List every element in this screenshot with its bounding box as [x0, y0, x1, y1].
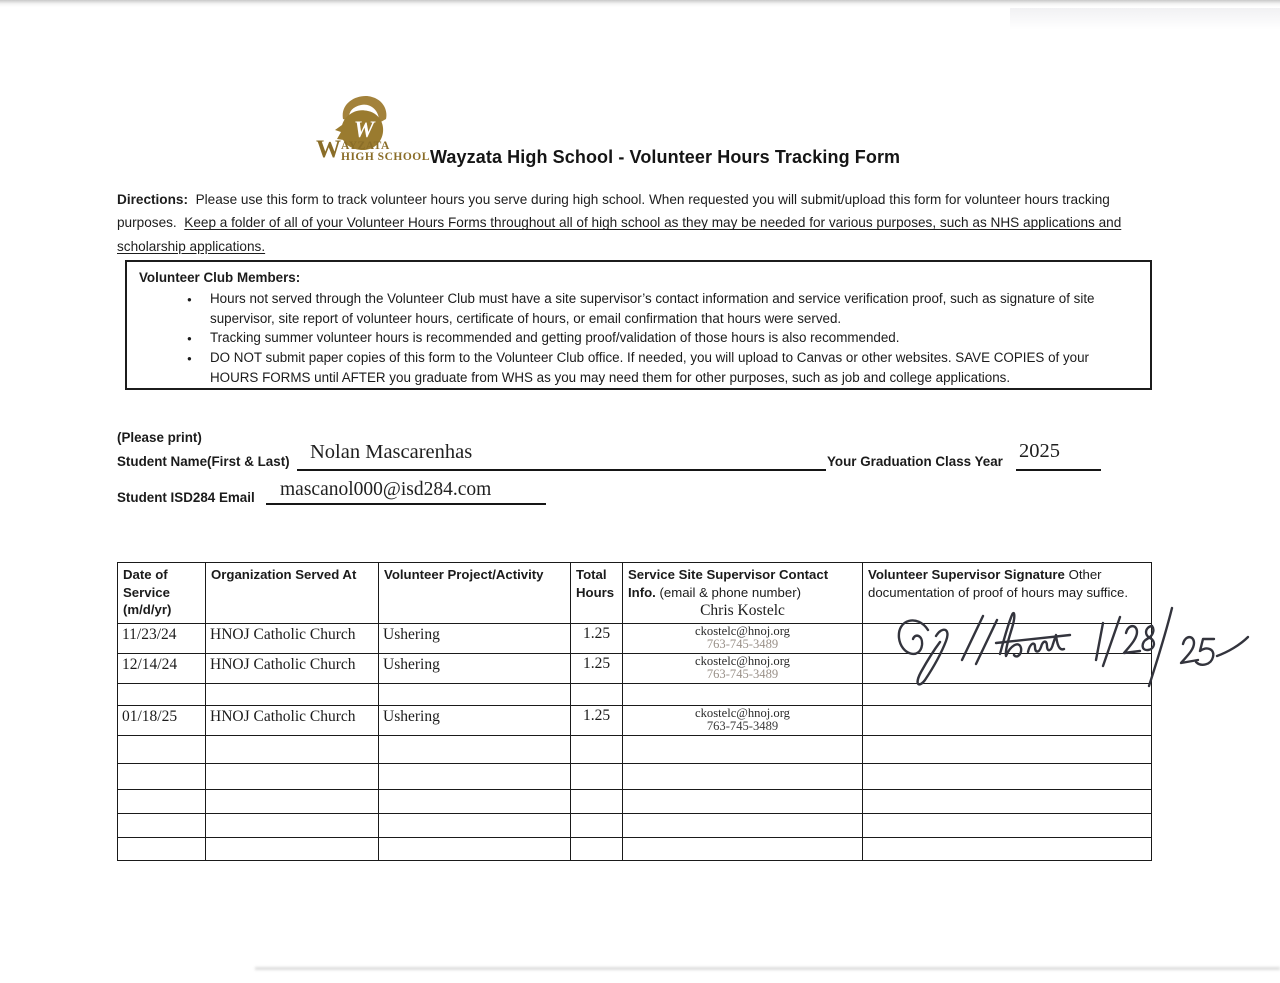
header-date-of-service: Date of Service (m/d/yr) [118, 563, 206, 624]
cell-date: 12/14/24 [118, 653, 206, 683]
header-signature-normal: Other documentation of proof of hours may suffice. [868, 567, 1128, 600]
cell-organization [206, 789, 379, 813]
hours-table-row [118, 837, 1152, 860]
cell-organization [206, 763, 379, 789]
cell-signature [863, 683, 1152, 705]
cell-hours [571, 837, 623, 860]
cell-organization [206, 813, 379, 837]
header-total-hours: Total Hours [571, 563, 623, 624]
cell-hours: 1.25 [571, 705, 623, 735]
cell-signature [863, 653, 1152, 683]
cell-signature [863, 789, 1152, 813]
cell-signature [863, 735, 1152, 763]
wayzata-high-school-wordmark [316, 138, 430, 163]
cell-signature [863, 623, 1152, 653]
wordmark-big-w: W [316, 136, 341, 163]
hours-table-row [118, 623, 1152, 653]
club-box-bullet: ● Tracking summer volunteer hours is recommended and getting proof/validation of those hours is also recommended. [187, 328, 1138, 348]
cell-contact [623, 705, 863, 735]
cell-activity [379, 789, 571, 813]
student-name-label: Student Name(First & Last) [117, 454, 290, 469]
directions-text: Please use this form to track volunteer hours you serve during high school. When requested you will submit/upload this form for volunteer hours tracking purposes. [117, 192, 1110, 231]
student-email-label: Student ISD284 Email [117, 490, 255, 505]
cell-organization [206, 837, 379, 860]
header-signature-bold: Volunteer Supervisor Signature [868, 567, 1065, 582]
please-print-note: (Please print) [117, 430, 202, 445]
cell-hours [571, 763, 623, 789]
club-box-bullet: ● Hours not served through the Volunteer Club must have a site supervisor’s contact information and service verification proof, such as signature of site supervisor, site report of volunteer hours, certificate of hours, or email confirmation that hours were served. [187, 289, 1138, 329]
cell-hours [571, 789, 623, 813]
wordmark-high-school: HIGH SCHOOL [341, 151, 430, 163]
directions-underlined-text: Keep a folder of all of your Volunteer Hours Forms throughout all of high school as they may be needed for various purposes, such as NHS applications and scholarship applications. [117, 215, 1122, 254]
cell-activity [379, 683, 571, 705]
cell-activity: Ushering [379, 653, 571, 683]
hours-table-body [118, 623, 1152, 860]
cell-date [118, 735, 206, 763]
cell-activity [379, 837, 571, 860]
cell-organization [206, 683, 379, 705]
cell-contact [623, 789, 863, 813]
cell-signature [863, 837, 1152, 860]
club-box-bullet-list [187, 289, 1138, 388]
cell-hours [571, 735, 623, 763]
cell-date [118, 789, 206, 813]
volunteer-club-members-box [125, 260, 1152, 390]
grad-year-value: 2025 [1019, 440, 1060, 462]
grad-year-label: Your Graduation Class Year [827, 454, 1003, 469]
cell-signature [863, 705, 1152, 735]
cell-contact-phone: 763-745-3489 [706, 637, 779, 651]
scan-shadow-top-right [1010, 8, 1280, 30]
cell-contact [623, 653, 863, 683]
student-name-value: Nolan Mascarenhas [310, 441, 473, 463]
header-supervisor-signature [863, 563, 1152, 624]
student-email-value: mascanol000@isd284.com [280, 479, 492, 500]
cell-contact [623, 735, 863, 763]
header-contact-bold: Service Site Supervisor Contact Info. [628, 567, 829, 600]
scan-edge-top [0, 0, 1280, 7]
header-contact-normal: (email & phone number) [659, 584, 801, 600]
cell-activity [379, 763, 571, 789]
header-supervisor-contact [623, 563, 863, 624]
wordmark-ayzata: AYZATA [341, 140, 390, 152]
page-title: Wayzata High School - Volunteer Hours Tracking Form [430, 147, 901, 167]
cell-contact-email: ckostelc@hnoj.org [695, 705, 790, 720]
header-activity: Volunteer Project/Activity [379, 563, 571, 624]
hours-table-row [118, 789, 1152, 813]
cell-date [118, 763, 206, 789]
hours-table-row [118, 705, 1152, 735]
cell-contact [623, 763, 863, 789]
cell-activity: Ushering [379, 623, 571, 653]
cell-contact [623, 683, 863, 705]
club-box-heading: Volunteer Club Members: [139, 270, 301, 285]
cell-activity [379, 735, 571, 763]
cell-contact [623, 837, 863, 860]
cell-date [118, 813, 206, 837]
hours-table-row [118, 763, 1152, 789]
cell-organization: HNOJ Catholic Church [206, 623, 379, 653]
cell-date: 11/23/24 [118, 623, 206, 653]
directions-label: Directions: [117, 192, 189, 207]
cell-organization [206, 735, 379, 763]
club-box-bullet: ● DO NOT submit paper copies of this form to the Volunteer Club office. If needed, you will upload to Canvas or other websites. SAVE COPIES of your HOURS FORMS until AFTER you graduate from WHS as you may need them for other purposes, such as job and college applications. [187, 348, 1138, 388]
cell-signature [863, 813, 1152, 837]
supervisor-name-handwritten: Chris Kostelc [700, 602, 785, 619]
svg-text:W: W [353, 117, 375, 142]
header-organization: Organization Served At [206, 563, 379, 624]
cell-date: 01/18/25 [118, 705, 206, 735]
cell-date [118, 683, 206, 705]
directions-paragraph [117, 188, 1143, 258]
cell-organization: HNOJ Catholic Church [206, 653, 379, 683]
cell-contact-email: ckostelc@hnoj.org [695, 653, 790, 668]
cell-hours: 1.25 [571, 623, 623, 653]
cell-hours [571, 683, 623, 705]
cell-signature [863, 763, 1152, 789]
cell-activity [379, 813, 571, 837]
cell-contact [623, 813, 863, 837]
hours-table-row [118, 653, 1152, 683]
cell-organization: HNOJ Catholic Church [206, 705, 379, 735]
hours-table-row [118, 813, 1152, 837]
cell-hours [571, 813, 623, 837]
hours-table-row [118, 735, 1152, 763]
cell-activity: Ushering [379, 705, 571, 735]
hours-table-row [118, 683, 1152, 705]
volunteer-hours-table [117, 562, 1152, 861]
cell-date [118, 837, 206, 860]
cell-hours: 1.25 [571, 653, 623, 683]
table-header-row [118, 563, 1152, 624]
cell-contact-phone: 763-745-3489 [706, 719, 779, 733]
cell-contact-phone: 763-745-3489 [706, 667, 779, 681]
scan-edge-bottom [255, 967, 1280, 970]
cell-contact-email: ckostelc@hnoj.org [695, 623, 790, 638]
cell-contact [623, 623, 863, 653]
